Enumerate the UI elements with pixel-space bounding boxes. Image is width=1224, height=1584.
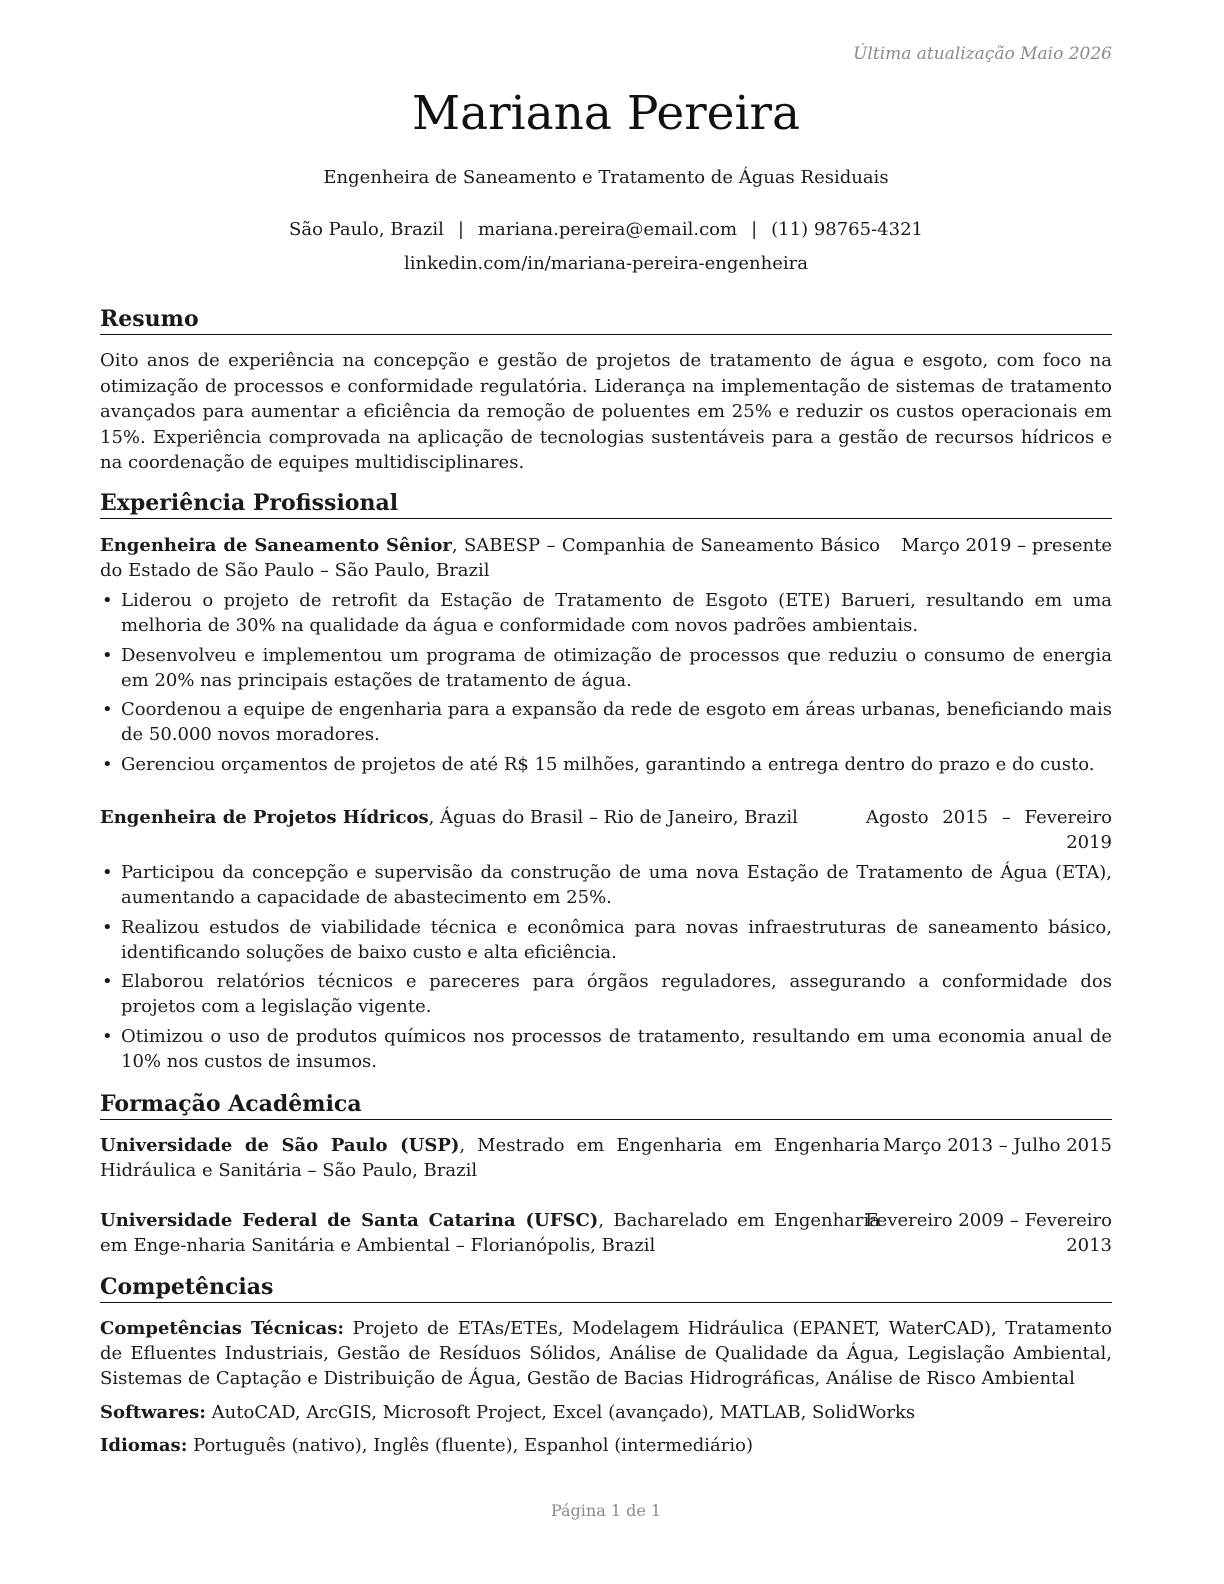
job-header xyxy=(100,805,1112,853)
list-item: • Elaborou relatórios técnicos e pareceres para órgãos reguladores, assegurando a conformidade dos projetos com a legislação vigente. xyxy=(100,969,1112,1019)
section-experience-heading: Experiência Profissional xyxy=(100,489,1112,519)
job-dates: Agosto 2015 – Fevereiro 2019 xyxy=(865,807,1112,853)
skills-technical-label: Competências Técnicas: xyxy=(100,1318,345,1339)
email[interactable]: mariana.pereira@email.com xyxy=(477,219,738,240)
skills-software-label: Softwares: xyxy=(100,1402,206,1423)
section-skills-heading: Competências xyxy=(100,1273,1112,1303)
separator: | xyxy=(457,219,464,240)
skills-technical: Competências Técnicas: Projeto de ETAs/ETEs, Modelagem Hidráulica (EPANET, WaterCAD), Tratamento de Efluentes Industriais, Gestão de Resíduos Sólidos, Análise de Qualidade da Água, Legislação Ambiental, Sistemas de Captação e Distribuição de Água, Gestão de Bacias Hidrográficas, Análise de Risco Ambiental xyxy=(100,1318,1112,1389)
summary-text: Oito anos de experiência na concepção e gestão de projetos de tratamento de água e esgoto, com foco na otimização de processos e conformidade regulatória. Liderança na implementação de sistemas de tratamento avançados para aumentar a eficiência da remoção de poluentes em 25% e reduzir os custos operacionais em 15%. Experiência comprovada na aplicação de tecnologias sustentáveis para a gestão de recursos hídricos e na coordenação de equipes multidisciplinares. xyxy=(100,350,1112,473)
section-education-heading: Formação Acadêmica xyxy=(100,1090,1112,1120)
job-role: Engenheira de Projetos Hídricos xyxy=(100,807,429,828)
page-number: Página 1 de 1 xyxy=(550,1501,662,1520)
job-org: , Águas do Brasil – Rio de Janeiro, Brazil xyxy=(428,807,798,828)
resume-page xyxy=(100,0,1112,1584)
degree: , Bacharelado em Engenharia em Enge-nharia Sanitária e Ambiental – Florianópolis, Brazil xyxy=(100,1210,881,1256)
job-org: , SABESP – Companhia de Saneamento Básico do Estado de São Paulo – São Paulo, Brazil xyxy=(100,535,881,581)
candidate-name: Mariana Pereira xyxy=(411,86,801,141)
job-title: Engenheira de Saneamento e Tratamento de Águas Residuais xyxy=(323,167,889,188)
school-name: Universidade Federal de Santa Catarina (UFSC) xyxy=(100,1210,599,1231)
section-summary-heading: Resumo xyxy=(100,305,1112,335)
list-item: • Realizou estudos de viabilidade técnica e econômica para novas infraestruturas de saneamento básico, identificando soluções de baixo custo e alta eficiência. xyxy=(100,915,1112,965)
list-item: • Otimizou o uso de produtos químicos nos processos de tratamento, resultando em uma economia anual de 10% nos custos de insumos. xyxy=(100,1024,1112,1074)
location: São Paulo, Brazil xyxy=(289,219,444,240)
school-name: Universidade de São Paulo (USP) xyxy=(100,1135,460,1156)
job-role: Engenheira de Saneamento Sênior xyxy=(100,535,452,556)
education-item xyxy=(100,1208,1112,1258)
job-header xyxy=(100,533,1112,583)
degree: , Mestrado em Engenharia em Engenharia Hidráulica e Sanitária – São Paulo, Brazil xyxy=(100,1135,880,1181)
job-bullets xyxy=(100,588,1112,781)
phone: (11) 98765-4321 xyxy=(771,219,923,240)
education-item xyxy=(100,1133,1112,1183)
job-dates: Março 2019 – presente xyxy=(901,535,1112,556)
linkedin-link[interactable]: linkedin.com/in/mariana-pereira-engenheira xyxy=(404,253,808,274)
separator: | xyxy=(751,219,758,240)
list-item: • Desenvolveu e implementou um programa de otimização de processos que reduziu o consumo de energia em 20% nas principais estações de tratamento de água. xyxy=(100,643,1112,693)
contact-line xyxy=(100,219,1112,240)
last-updated: Última atualização Maio 2026 xyxy=(853,44,1112,64)
list-item: • Liderou o projeto de retrofit da Estação de Tratamento de Esgoto (ETE) Barueri, resultando em uma melhoria de 30% na qualidade da água e conformidade com novos padrões ambientais. xyxy=(100,588,1112,638)
education-dates: Fevereiro 2009 – Fevereiro 2013 xyxy=(865,1210,1112,1256)
skills-software: Softwares: AutoCAD, ArcGIS, Microsoft Project, Excel (avançado), MATLAB, SolidWorks xyxy=(100,1402,916,1423)
list-item: • Gerenciou orçamentos de projetos de até R$ 15 milhões, garantindo a entrega dentro do prazo e do custo. xyxy=(100,752,1112,777)
skills-languages: Idiomas: Português (nativo), Inglês (fluente), Espanhol (intermediário) xyxy=(100,1435,754,1456)
list-item: • Participou da concepção e supervisão da construção de uma nova Estação de Tratamento de Água (ETA), aumentando a capacidade de abastecimento em 25%. xyxy=(100,860,1112,910)
job-bullets xyxy=(100,860,1112,1078)
skills-languages-label: Idiomas: xyxy=(100,1435,188,1456)
education-dates: Março 2013 – Julho 2015 xyxy=(882,1135,1112,1156)
list-item: • Coordenou a equipe de engenharia para a expansão da rede de esgoto em áreas urbanas, beneficiando mais de 50.000 novos moradores. xyxy=(100,697,1112,747)
